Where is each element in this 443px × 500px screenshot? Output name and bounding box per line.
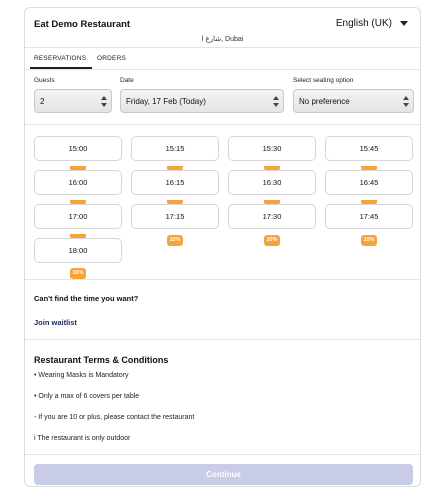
select-arrows-icon bbox=[403, 96, 409, 107]
date-select[interactable] bbox=[120, 89, 284, 113]
tab-bar bbox=[25, 48, 420, 70]
time-slot[interactable]: 17:15 bbox=[131, 204, 219, 229]
time-slot[interactable]: 15:30 bbox=[228, 136, 316, 161]
language-label: English (UK) bbox=[335, 18, 392, 29]
time-slot[interactable]: 16:15 bbox=[131, 170, 219, 195]
seating-select[interactable] bbox=[293, 89, 414, 113]
guests-value: 2 bbox=[40, 97, 45, 106]
select-arrows-icon bbox=[101, 96, 107, 107]
date-label: Date bbox=[120, 77, 134, 84]
time-slot[interactable]: 16:30 bbox=[228, 170, 316, 195]
continue-button[interactable]: Continue bbox=[34, 464, 413, 485]
time-slot[interactable]: 15:45 bbox=[325, 136, 413, 161]
widget-header bbox=[25, 8, 420, 48]
time-slot[interactable]: 17:45 bbox=[325, 204, 413, 229]
booking-widget bbox=[24, 7, 421, 487]
join-waitlist-link[interactable]: Join waitlist bbox=[34, 318, 77, 327]
time-slot[interactable]: 18:00 bbox=[34, 238, 122, 263]
guests-select[interactable] bbox=[34, 89, 112, 113]
footer bbox=[25, 455, 420, 485]
discount-badge: 10% bbox=[264, 235, 280, 246]
chevron-down-icon bbox=[400, 21, 408, 26]
time-slot[interactable]: 16:00 bbox=[34, 170, 122, 195]
time-slots bbox=[25, 125, 420, 280]
discount-badge: 10% bbox=[361, 235, 377, 246]
time-slot[interactable]: 15:00 bbox=[34, 136, 122, 161]
time-slot[interactable]: 17:30 bbox=[228, 204, 316, 229]
discount-badge: 10% bbox=[70, 268, 86, 279]
active-tab-indicator bbox=[30, 67, 92, 69]
time-slot[interactable]: 15:15 bbox=[131, 136, 219, 161]
time-slot[interactable]: 17:00 bbox=[34, 204, 122, 229]
terms-item: • Wearing Masks is Mandatory bbox=[34, 372, 129, 379]
terms-section bbox=[25, 340, 420, 455]
booking-selectors bbox=[25, 70, 420, 125]
seating-label: Select seating option bbox=[293, 77, 354, 84]
date-value: Friday, 17 Feb (Today) bbox=[126, 97, 206, 106]
restaurant-location: شارع ا, Dubai bbox=[201, 36, 244, 43]
terms-item: • Only a max of 6 covers per table bbox=[34, 393, 140, 400]
seating-value: No preference bbox=[299, 97, 350, 106]
select-arrows-icon bbox=[273, 96, 279, 107]
discount-badge: 10% bbox=[167, 235, 183, 246]
time-slot[interactable]: 16:45 bbox=[325, 170, 413, 195]
tab-orders[interactable]: ORDERS bbox=[97, 55, 127, 62]
restaurant-name: Eat Demo Restaurant bbox=[34, 19, 131, 30]
waitlist-section bbox=[25, 280, 420, 340]
tab-reservations[interactable]: RESERVATIONS bbox=[34, 55, 87, 62]
terms-title: Restaurant Terms & Conditions bbox=[34, 355, 169, 365]
language-selector[interactable] bbox=[336, 18, 408, 29]
waitlist-question: Can't find the time you want? bbox=[34, 294, 139, 303]
terms-item: - If you are 10 or plus, please contact the restaurant bbox=[34, 414, 195, 421]
terms-item: i The restaurant is only outdoor bbox=[34, 435, 131, 442]
guests-label: Guests bbox=[34, 77, 55, 84]
